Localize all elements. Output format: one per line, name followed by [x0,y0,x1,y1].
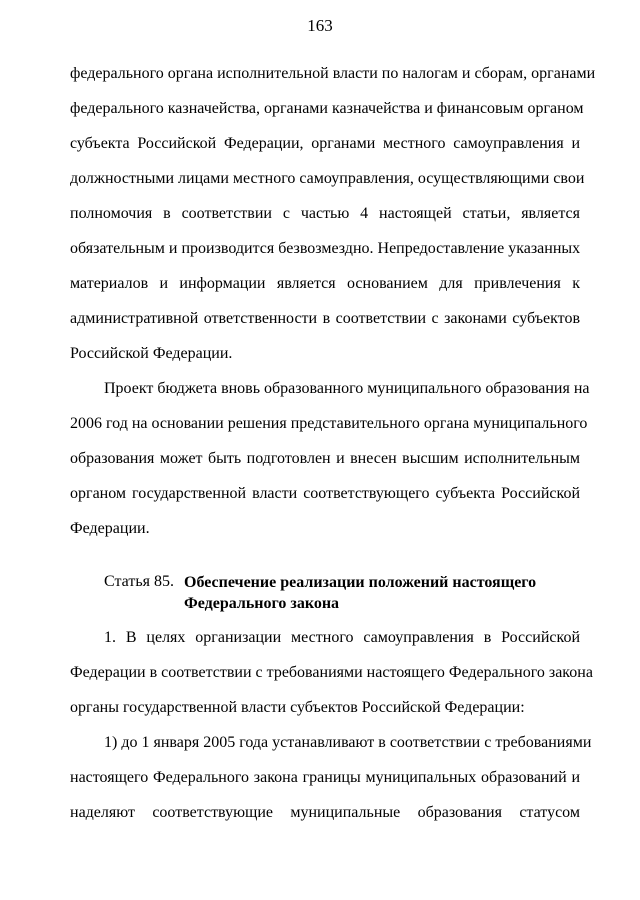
paragraph-3-line: органы государственной власти субъектов Российской Федерации: [70,699,525,716]
article-title-line: Федерального закона [184,595,340,612]
paragraph-2-line: Проект бюджета вновь образованного муниципального образования на [104,380,590,397]
paragraph-2-line: Федерации. [70,520,150,537]
paragraph-4-line: 1) до 1 января 2005 года устанавливают в соответствии с требованиями [104,734,592,751]
article-number: Статья 85. [104,573,174,590]
paragraph-1-line: обязательным и производится безвозмездно. Непредоставление указанных [70,240,581,257]
paragraph-1-line: Российской Федерации. [70,345,233,362]
paragraph-4-line: наделяют соответствующие муниципальные образования статусом [70,804,580,821]
page-number: 163 [307,16,333,35]
paragraph-1-line: субъекта Российской Федерации, органами местного самоуправления и [70,135,580,152]
paragraph-2-line: 2006 год на основании решения представительного органа муниципального [70,415,588,432]
paragraph-1-line: материалов и информации является основанием для привлечения к [70,275,580,292]
paragraph-3-line: Федерации в соответствии с требованиями настоящего Федерального закона [70,664,593,681]
paragraph-2-line: образования может быть подготовлен и внесен высшим исполнительным [70,450,580,467]
paragraph-3-line: 1. В целях организации местного самоуправления в Российской [104,629,580,646]
article-title [184,572,536,614]
paragraph-1-line: полномочия в соответствии с частью 4 настоящей статьи, является [70,205,580,222]
paragraph-4-line: настоящего Федерального закона границы муниципальных образований и [70,769,580,786]
paragraph-2-line: органом государственной власти соответствующего субъекта Российской [70,485,580,502]
article-title-line: Обеспечение реализации положений настоящего [184,574,537,591]
paragraph-1-line: административной ответственности в соответствии с законами субъектов [70,310,580,327]
paragraph-1-line: федерального казначейства, органами казначейства и финансовым органом [70,100,584,117]
paragraph-1-line: федерального органа исполнительной власти по налогам и сборам, органами [70,65,596,82]
paragraph-1-line: должностными лицами местного самоуправления, осуществляющими свои [70,170,585,187]
